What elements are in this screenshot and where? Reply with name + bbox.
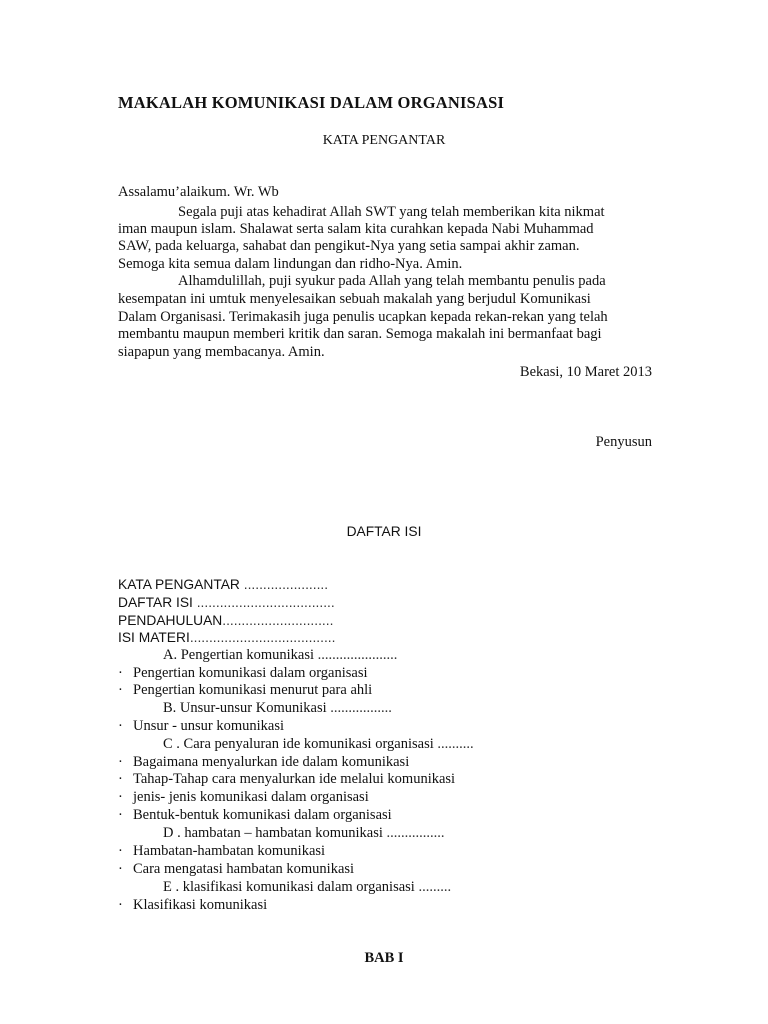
toc-section: C . Cara penyaluran ide komunikasi organisasi .......... xyxy=(163,736,474,752)
paragraph1-line: SAW, pada keluarga, sahabat dan pengikut-Nya yang setia sampai akhir zaman. xyxy=(118,238,580,254)
paragraph2-line: kesempatan ini umtuk menyelesaikan sebuah makalah yang berjudul Komunikasi xyxy=(118,291,591,307)
toc-entry: PENDAHULUAN............................. xyxy=(118,613,334,628)
preface-heading: KATA PENGANTAR xyxy=(322,133,446,148)
bullet-icon: · xyxy=(118,789,123,805)
toc-heading: DAFTAR ISI xyxy=(346,524,422,539)
bullet-icon: · xyxy=(118,843,123,859)
toc-entry: DAFTAR ISI .................................... xyxy=(118,595,335,610)
paragraph2-line: Alhamdulillah, puji syukur pada Allah yang telah membantu penulis pada xyxy=(178,273,606,289)
document-title: MAKALAH KOMUNIKASI DALAM ORGANISASI xyxy=(118,93,505,112)
paragraph1-line: Semoga kita semua dalam lindungan dan ridho-Nya. Amin. xyxy=(118,256,463,272)
bullet-icon: · xyxy=(118,807,123,823)
bullet-icon: · xyxy=(118,754,123,770)
author-label: Penyusun xyxy=(595,434,652,450)
bullet-icon: · xyxy=(118,897,123,913)
bullet-icon: · xyxy=(118,771,123,787)
paragraph1-line: Segala puji atas kehadirat Allah SWT yang telah memberikan kita nikmat xyxy=(178,204,605,220)
toc-section: D . hambatan – hambatan komunikasi ................ xyxy=(163,825,445,841)
paragraph2-line: membantu maupun memberi kritik dan saran. Semoga makalah ini bermanfaat bagi xyxy=(118,326,602,342)
paragraph1-line: iman maupun islam. Shalawat serta salam kita curahkan kepada Nabi Muhammad xyxy=(118,221,594,237)
bullet-icon: · xyxy=(118,665,123,681)
document-page: MAKALAH KOMUNIKASI DALAM ORGANISASI KATA PENGANTAR Assalamu’alaikum. Wr. Wb Segala puji atas kehadirat Allah SWT yang telah memberikan kita nikmat iman maupun islam. Shalawat serta salam kita curahkan kepada Nabi Muhammad SAW, pada keluarga, sahabat dan pengikut-Nya yang setia sampai akhir zaman. Semoga kita semua dalam lindungan dan ridho-Nya. Amin. Alhamdulillah, puji syukur pada Allah yang telah membantu penulis pada kesempatan ini umtuk menyelesaikan sebuah makalah yang berjudul Komunikasi Dalam Organisasi. Terimakasih juga penulis ucapkan kepada rekan-rekan yang telah membantu maupun memberi kritik dan saran. Semoga makalah ini bermanfaat bagi siapapun yang membacanya. Amin. Bekasi, 10 Maret 2013 Penyusun DAFTAR ISI KATA PENGANTAR ...................... DAFTAR ISI .................................... PENDAHULUAN............................. ISI MATERI...................................... A. Pengertian komunikasi ...................... · Pengertian komunikasi dalam organisasi · Pengertian komunikasi menurut para ahli B. Unsur-unsur Komunikasi ................. · Unsur - unsur komunikasi C . Cara penyaluran ide komunikasi organisasi .......... · Bagaimana menyalurkan ide dalam komunikasi · Tahap-Tahap cara menyalurkan ide melalui komunikasi · jenis- jenis komunikasi dalam organisasi · Bentuk-bentuk komunikasi dalam organisasi D . hambatan – hambatan komunikasi ................ · Hambatan-hambatan komunikasi · Cara mengatasi hambatan komunikasi E . klasifikasi komunikasi dalam organisasi ......... · Klasifikasi komunikasi BAB I xyxy=(0,0,768,1024)
toc-section: E . klasifikasi komunikasi dalam organisasi ......... xyxy=(163,879,452,895)
bullet-icon: · xyxy=(118,682,123,698)
bullet-icon: · xyxy=(118,861,123,877)
bullet-icon: · xyxy=(118,718,123,734)
chapter-heading: BAB I xyxy=(364,950,404,966)
paragraph2-line: Dalam Organisasi. Terimakasih juga penulis ucapkan kepada rekan-rekan yang telah xyxy=(118,309,608,325)
toc-entry: ISI MATERI...................................... xyxy=(118,630,336,645)
greeting-line: Assalamu’alaikum. Wr. Wb xyxy=(118,184,279,200)
toc-section: A. Pengertian komunikasi ...................... xyxy=(163,647,398,663)
toc-section: B. Unsur-unsur Komunikasi ................. xyxy=(163,700,392,716)
place-date: Bekasi, 10 Maret 2013 xyxy=(519,364,652,380)
paragraph2-line: siapapun yang membacanya. Amin. xyxy=(118,344,325,360)
toc-entry: KATA PENGANTAR ...................... xyxy=(118,577,329,592)
